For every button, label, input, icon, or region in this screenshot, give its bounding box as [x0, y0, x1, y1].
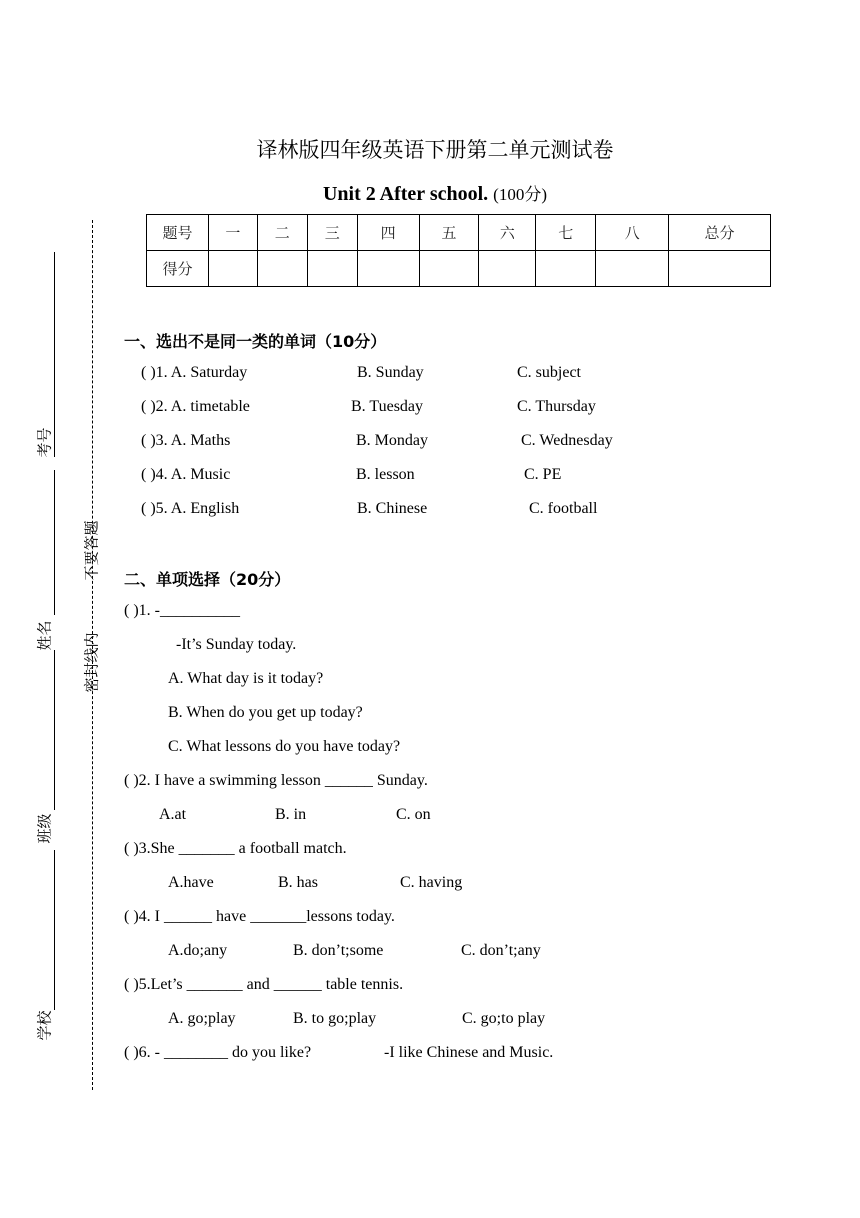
page-title: 译林版四年级英语下册第二单元测试卷	[256, 138, 614, 162]
s1-q2-stem: ( )2. A. timetable	[141, 398, 250, 415]
s2-q6-stem: ( )6. - ________ do you like?	[124, 1044, 312, 1061]
score-cell[interactable]	[419, 251, 479, 287]
s1-q1-option-b: B. Sunday	[357, 364, 424, 381]
score-table-score-row	[147, 251, 771, 287]
score-cell[interactable]	[536, 251, 596, 287]
s1-q3-option-b: B. Monday	[356, 432, 428, 449]
s1-q5-option-c: C. football	[529, 500, 598, 517]
s1-q4-option-b: B. lesson	[356, 466, 415, 483]
s1-q3-stem: ( )3. A. Maths	[141, 432, 231, 449]
score-header-cell: 二	[257, 215, 307, 251]
score-header-cell: 总分	[669, 215, 771, 251]
s1-q2-option-b: B. Tuesday	[351, 398, 424, 415]
s2-q4-option-b: B. don’t;some	[293, 942, 384, 959]
score-header-cell: 八	[596, 215, 669, 251]
total-score: (100分)	[493, 185, 547, 204]
page-subtitle	[0, 180, 860, 206]
s2-q2-option-b: B. in	[275, 806, 307, 823]
kaohao-label: 考号	[35, 427, 54, 458]
score-header-cell: 四	[357, 215, 419, 251]
xuexiao-blank-line	[54, 850, 55, 1010]
score-cell[interactable]	[479, 251, 536, 287]
score-cell[interactable]	[596, 251, 669, 287]
banji-label: 班级	[35, 813, 54, 844]
s2-q3-option-a: A.have	[168, 874, 214, 891]
s2-q4-option-c: C. don’t;any	[461, 942, 541, 959]
s2-q1-option-a: A. What day is it today?	[168, 670, 324, 687]
section2-heading: 二、单项选择（20分）	[124, 570, 291, 589]
s2-q4-option-a: A.do;any	[168, 942, 228, 959]
s2-q5-stem: ( )5.Let’s _______ and ______ table tennis.	[124, 976, 404, 993]
score-row-label: 得分	[147, 251, 209, 287]
score-header-cell: 七	[536, 215, 596, 251]
s2-q2-option-a: A.at	[159, 806, 187, 823]
s2-q2-option-c: C. on	[396, 806, 431, 823]
s2-q6-answer: -I like Chinese and Music.	[384, 1044, 554, 1061]
score-header-cell: 题号	[147, 215, 209, 251]
score-cell[interactable]	[208, 251, 257, 287]
xuexiao-label: 学校	[35, 1010, 54, 1041]
s2-q3-option-b: B. has	[278, 874, 318, 891]
s2-q5-option-b: B. to go;play	[293, 1010, 377, 1027]
score-cell[interactable]	[669, 251, 771, 287]
score-header-cell: 五	[419, 215, 479, 251]
s1-q5-stem: ( )5. A. English	[141, 500, 240, 517]
score-table	[146, 214, 771, 287]
no-answer-label: 不要答题	[82, 520, 101, 581]
s1-q2-option-c: C. Thursday	[517, 398, 596, 415]
s1-q4-option-c: C. PE	[524, 466, 562, 483]
s2-q5-option-c: C. go;to play	[462, 1010, 546, 1027]
s2-q1-answer: -It’s Sunday today.	[176, 636, 297, 653]
s2-q1-option-b: B. When do you get up today?	[168, 704, 363, 721]
s2-q2-stem: ( )2. I have a swimming lesson ______ Sunday.	[124, 772, 428, 789]
s1-q5-option-b: B. Chinese	[357, 500, 428, 517]
score-cell[interactable]	[257, 251, 307, 287]
xingming-blank-line	[54, 470, 55, 615]
s2-q4-stem: ( )4. I ______ have _______lessons today.	[124, 908, 395, 925]
score-cell[interactable]	[357, 251, 419, 287]
section1-heading: 一、选出不是同一类的单词（10分）	[124, 332, 387, 351]
s1-q4-stem: ( )4. A. Music	[141, 466, 231, 483]
s2-q1-option-c: C. What lessons do you have today?	[168, 738, 401, 755]
s1-q1-option-c: C. subject	[517, 364, 581, 381]
xingming-label: 姓名	[35, 620, 54, 651]
s2-q3-option-c: C. having	[400, 874, 463, 891]
s2-q5-option-a: A. go;play	[168, 1010, 236, 1027]
score-header-cell: 六	[479, 215, 536, 251]
score-header-cell: 一	[208, 215, 257, 251]
s2-q1-stem: ( )1. -__________	[124, 602, 240, 619]
unit-title: Unit 2 After school.	[322, 183, 489, 205]
s1-q3-option-c: C. Wednesday	[521, 432, 613, 449]
seal-inside-label: 密封线内	[82, 632, 101, 693]
score-header-cell: 三	[307, 215, 357, 251]
score-cell[interactable]	[307, 251, 357, 287]
s2-q3-stem: ( )3.She _______ a football match.	[124, 840, 347, 857]
s1-q1-stem: ( )1. A. Saturday	[141, 364, 248, 381]
score-table-header-row	[147, 215, 771, 251]
banji-blank-line	[54, 650, 55, 810]
